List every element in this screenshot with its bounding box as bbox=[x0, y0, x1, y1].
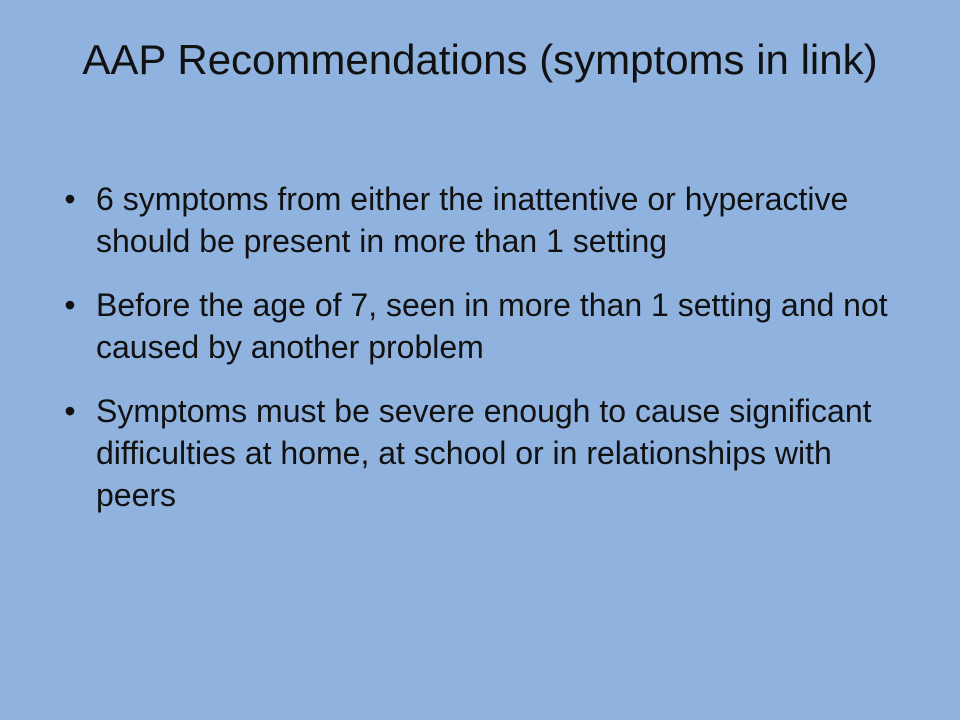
bullet-item: • Before the age of 7, seen in more than 1 setting and not caused by another problem bbox=[60, 284, 890, 368]
bullet-list bbox=[60, 178, 890, 538]
bullet-item: • 6 symptoms from either the inattentive or hyperactive should be present in more than 1 setting bbox=[60, 178, 890, 262]
slide-title: AAP Recommendations (symptoms in link) bbox=[82, 36, 878, 83]
bullet-item: • Symptoms must be severe enough to cause significant difficulties at home, at school or in relationships with peers bbox=[60, 390, 890, 516]
